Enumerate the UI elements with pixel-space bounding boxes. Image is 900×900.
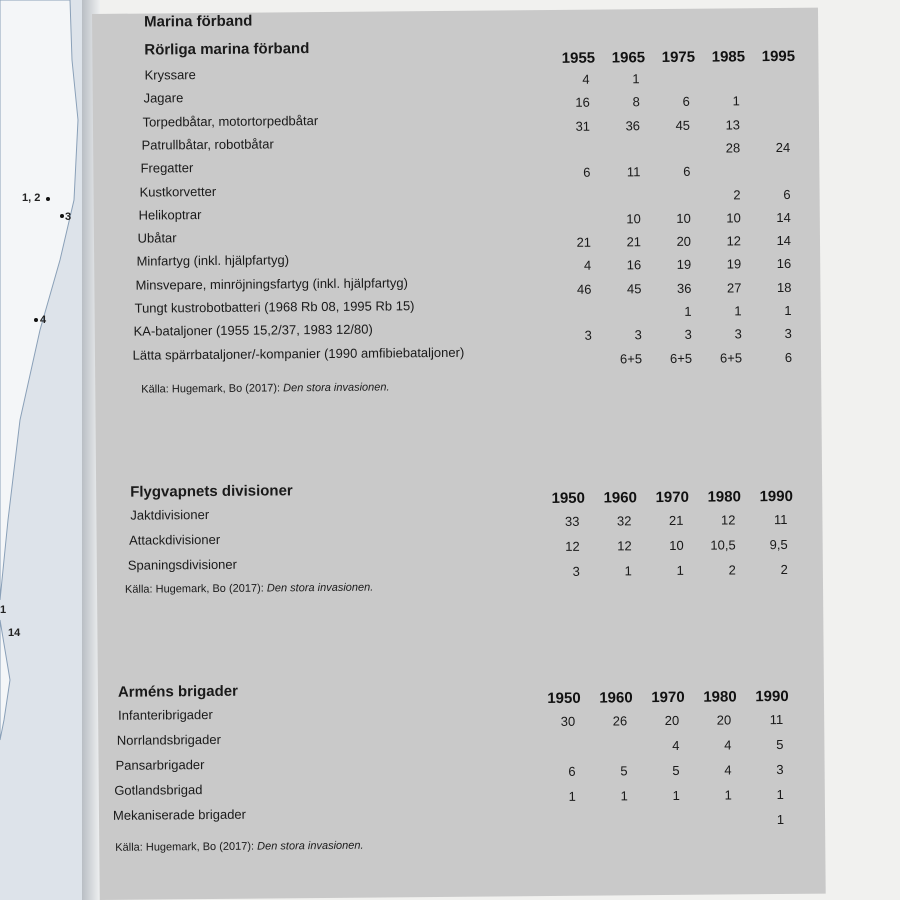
map-edge [0, 0, 82, 900]
cell-value: 4 [583, 258, 592, 274]
cell-value: 36 [676, 280, 692, 296]
row-label: Tungt kustrobotbatteri (1968 Rb 08, 1995 Rb 15) [134, 298, 415, 316]
cell-value: 3 [584, 327, 592, 344]
year-header: 1990 [759, 487, 793, 506]
cell-value: 14 [776, 233, 792, 249]
cell-value: 1 [776, 786, 784, 803]
row-label: Infanteribrigader [118, 706, 213, 723]
cell-value: 26 [612, 713, 628, 729]
cell-value: 11 [626, 164, 641, 180]
year-header: 1975 [661, 48, 696, 67]
cell-value: 1 [684, 303, 692, 319]
row-label: Pansarbrigader [115, 757, 205, 773]
cell-value: 8 [632, 94, 640, 110]
cell-value: 12 [726, 233, 742, 249]
row-label: Minfartyg (inkl. hjälpfartyg) [136, 252, 290, 270]
map-label: 1 [0, 604, 7, 616]
cell-value: 1 [624, 563, 632, 579]
cell-value: 6 [784, 349, 793, 365]
year-header: 1980 [707, 488, 742, 506]
source-note: Källa: Hugemark, Bo (2017): Den stora invasionen. [115, 839, 364, 854]
cell-value: 3 [684, 327, 692, 343]
cell-value: 11 [773, 511, 788, 528]
cell-value: 2 [780, 561, 788, 578]
cell-value: 14 [776, 209, 791, 225]
source-note: Källa: Hugemark, Bo (2017): Den stora invasionen. [124, 581, 374, 596]
cell-value: 10 [676, 210, 691, 226]
cell-value: 20 [716, 712, 732, 728]
cell-value: 1 [724, 787, 732, 803]
cell-value: 1 [732, 93, 740, 109]
cell-value: 10 [626, 211, 641, 227]
cell-value: 6 [583, 164, 591, 180]
cell-value: 12 [720, 512, 736, 528]
map-label: 14 [8, 627, 21, 639]
cell-value: 5 [776, 736, 784, 753]
row-label: Lätta spärrbataljoner/-kompanier (1990 amfibiebataljoner) [132, 344, 465, 363]
row-label: Gotlandsbrigad [114, 782, 203, 798]
row-label: KA-bataljoner (1955 15,2/37, 1983 12/80) [133, 321, 373, 339]
cell-value: 4 [724, 762, 732, 778]
row-label: Ubåtar [137, 230, 177, 246]
cell-value: 1 [734, 303, 742, 319]
cell-value: 19 [676, 257, 692, 273]
year-header: 1970 [651, 688, 685, 707]
statistics-panel [92, 8, 826, 900]
cell-value: 12 [617, 538, 632, 554]
cell-value: 1 [620, 788, 628, 804]
cell-value: 4 [672, 737, 680, 753]
section-title: Arméns brigader [117, 682, 239, 701]
cell-value: 31 [575, 118, 591, 134]
row-label: Fregatter [140, 160, 194, 176]
row-label: Minsvepare, minröjningsfartyg (inkl. hjälpfartyg) [135, 274, 408, 293]
year-header: 1995 [761, 47, 796, 66]
cell-value: 21 [668, 512, 684, 528]
year-header: 1955 [561, 49, 596, 67]
coastline-map [0, 0, 82, 900]
cell-value: 6+5 [719, 349, 743, 366]
section-title: Marina förband [143, 12, 253, 31]
cell-value: 28 [725, 140, 741, 156]
cell-value: 24 [775, 139, 791, 155]
cell-value: 1 [568, 788, 576, 804]
year-header: 1985 [711, 48, 746, 66]
cell-value: 32 [616, 513, 632, 529]
map-label: 4 [40, 314, 47, 326]
cell-value: 45 [675, 117, 691, 133]
cell-value: 3 [734, 326, 742, 342]
cell-value: 3 [776, 761, 784, 778]
cell-value: 1 [632, 71, 640, 87]
cell-value: 6+5 [619, 350, 643, 366]
cell-value: 33 [564, 513, 580, 529]
cell-value: 1 [776, 811, 785, 828]
year-header: 1950 [551, 489, 586, 508]
section-title: Flygvapnets divisioner [130, 482, 293, 501]
cell-value: 45 [626, 280, 642, 297]
year-header: 1970 [655, 488, 690, 507]
cell-value: 2 [733, 186, 741, 202]
cell-value: 3 [572, 563, 580, 579]
cell-value: 10 [669, 537, 684, 553]
row-label: Torpedbåtar, motortorpedbåtar [142, 112, 319, 130]
map-label: 3 [65, 211, 72, 223]
cell-value: 16 [575, 94, 590, 111]
cell-value: 1 [672, 787, 680, 803]
cell-value: 9,5 [769, 536, 788, 553]
cell-value: 10 [726, 210, 741, 226]
cell-value: 21 [576, 234, 592, 250]
cell-value: 6 [682, 94, 690, 110]
section-subtitle: Rörliga marina förband [144, 40, 310, 59]
cell-value: 11 [769, 711, 784, 728]
cell-value: 1 [676, 562, 684, 578]
year-header: 1950 [547, 689, 581, 708]
cell-value: 6 [683, 163, 691, 180]
cell-value: 27 [726, 280, 742, 296]
cell-value: 1 [784, 302, 792, 318]
row-label: Jaktdivisioner [130, 506, 210, 523]
cell-value: 36 [625, 117, 641, 133]
cell-value: 20 [664, 712, 680, 729]
cell-value: 6+5 [669, 350, 693, 366]
cell-value: 18 [776, 279, 792, 295]
row-label: Kryssare [144, 67, 196, 83]
map-label: 1, 2 [22, 192, 41, 204]
cell-value: 20 [676, 233, 692, 250]
cell-value: 12 [565, 538, 580, 554]
cell-value: 5 [672, 762, 680, 778]
cell-value: 3 [634, 327, 642, 343]
cell-value: 21 [626, 234, 642, 250]
cell-value: 16 [776, 256, 792, 272]
cell-value: 13 [725, 116, 741, 133]
year-header: 1960 [603, 489, 638, 507]
cell-value: 19 [726, 256, 742, 272]
row-label: Mekaniserade brigader [112, 806, 247, 823]
cell-value: 4 [582, 71, 590, 87]
year-header: 1980 [703, 688, 737, 706]
cell-value: 10,5 [710, 537, 736, 553]
cell-value: 5 [620, 763, 628, 779]
year-header: 1960 [599, 689, 633, 707]
row-label: Jagare [143, 90, 184, 106]
row-label: Patrullbåtar, robotbåtar [141, 136, 274, 153]
cell-value: 16 [626, 257, 642, 273]
cell-value: 46 [576, 281, 592, 297]
cell-value: 2 [728, 562, 736, 578]
row-label: Norrlandsbrigader [116, 731, 221, 748]
row-label: Helikoptrar [138, 206, 202, 223]
row-label: Spaningsdivisioner [127, 556, 237, 573]
cell-value: 6 [568, 763, 576, 779]
row-label: Kustkorvetter [139, 183, 217, 200]
cell-value: 6 [783, 186, 791, 202]
year-header: 1990 [755, 687, 789, 706]
cell-value: 3 [784, 326, 792, 342]
row-label: Attackdivisioner [129, 531, 221, 548]
cell-value: 30 [560, 713, 576, 729]
cell-value: 4 [724, 737, 732, 753]
source-note: Källa: Hugemark, Bo (2017): Den stora invasionen. [141, 381, 390, 396]
year-header: 1965 [611, 49, 646, 67]
